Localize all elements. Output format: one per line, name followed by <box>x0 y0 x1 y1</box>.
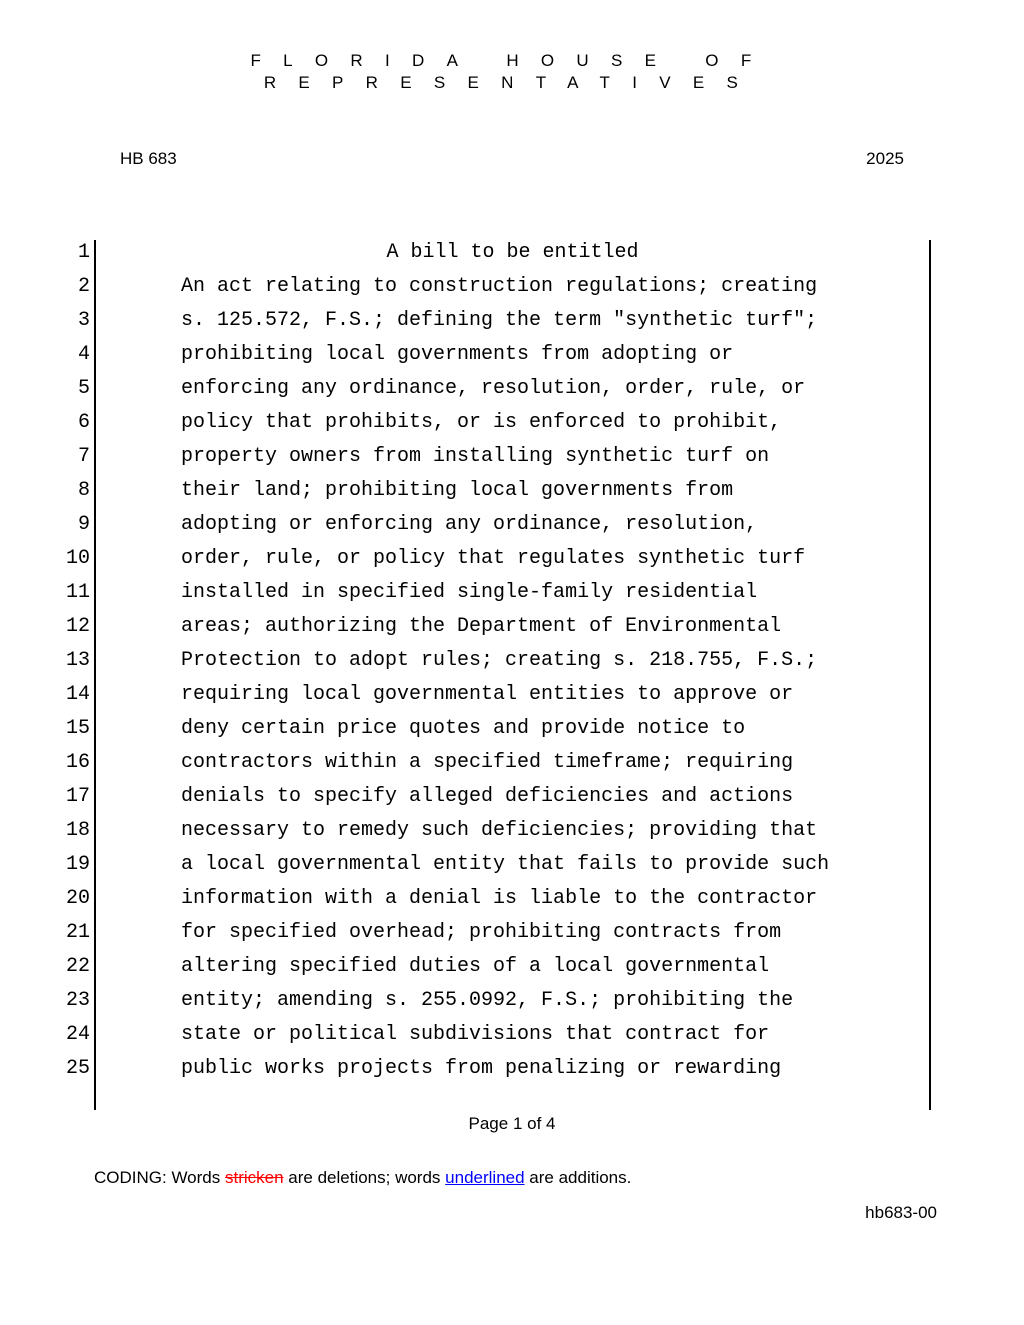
bill-line <box>0 513 1024 547</box>
line-text: entity; amending s. 255.0992, F.S.; prohibiting the <box>181 989 794 1012</box>
line-number: 22 <box>65 955 90 978</box>
line-number: 21 <box>65 921 90 944</box>
line-number: 16 <box>65 751 90 774</box>
line-text: areas; authorizing the Department of Environmental <box>181 615 782 638</box>
line-number: 23 <box>65 989 90 1012</box>
bill-line <box>0 887 1024 921</box>
bill-line <box>0 377 1024 411</box>
line-number: 25 <box>65 1057 90 1080</box>
line-number: 6 <box>77 411 90 434</box>
line-number: 20 <box>65 887 90 910</box>
line-text: property owners from installing synthetic turf on <box>181 445 770 468</box>
line-text: An act relating to construction regulations; creating <box>181 275 818 298</box>
line-text: for specified overhead; prohibiting contracts from <box>181 921 782 944</box>
bill-line <box>0 717 1024 751</box>
line-number: 8 <box>77 479 90 502</box>
page-number: Page 1 of 4 <box>468 1114 556 1133</box>
line-text: necessary to remedy such deficiencies; providing that <box>181 819 818 842</box>
bill-line <box>0 819 1024 853</box>
bill-line <box>0 411 1024 445</box>
line-number: 9 <box>77 513 90 536</box>
bill-line <box>0 853 1024 887</box>
bill-line <box>0 1023 1024 1057</box>
coding-suffix: are additions. <box>524 1168 632 1187</box>
bill-line <box>0 445 1024 479</box>
line-text: Protection to adopt rules; creating s. 218.755, F.S.; <box>181 649 818 672</box>
line-number: 11 <box>65 581 90 604</box>
line-text: altering specified duties of a local governmental <box>181 955 770 978</box>
line-number: 17 <box>65 785 90 808</box>
line-number: 2 <box>77 275 90 298</box>
chamber-title: FLORIDA HOUSE OF REPRESENTATIVES <box>250 51 774 92</box>
document-code: hb683-00 <box>865 1203 937 1222</box>
bill-number: HB 683 <box>120 149 177 168</box>
bill-line <box>0 1057 1024 1091</box>
line-number: 7 <box>77 445 90 468</box>
line-number: 10 <box>65 547 90 570</box>
line-text: a local governmental entity that fails to provide such <box>181 853 830 876</box>
line-text: contractors within a specified timeframe; requiring <box>181 751 794 774</box>
coding-prefix: CODING: Words <box>94 1168 225 1187</box>
line-text: s. 125.572, F.S.; defining the term "synthetic turf"; <box>181 309 818 332</box>
line-text: installed in specified single-family residential <box>181 581 758 604</box>
bill-line <box>0 751 1024 785</box>
line-number: 24 <box>65 1023 90 1046</box>
bill-line <box>0 309 1024 343</box>
bill-line <box>0 615 1024 649</box>
bill-text-body <box>0 241 1024 1091</box>
line-text: denials to specify alleged deficiencies and actions <box>181 785 794 808</box>
bill-line <box>0 547 1024 581</box>
coding-stricken-example: stricken <box>224 1168 284 1187</box>
line-text: their land; prohibiting local governments from <box>181 479 734 502</box>
line-number: 4 <box>77 343 90 366</box>
line-number: 15 <box>65 717 90 740</box>
line-text: information with a denial is liable to the contractor <box>181 887 818 910</box>
bill-line <box>0 479 1024 513</box>
line-text: prohibiting local governments from adopting or <box>181 343 734 366</box>
line-text: deny certain price quotes and provide notice to <box>181 717 746 740</box>
line-text: policy that prohibits, or is enforced to prohibit, <box>181 411 782 434</box>
bill-line <box>0 343 1024 377</box>
bill-year: 2025 <box>866 149 904 168</box>
line-number: 18 <box>65 819 90 842</box>
line-number: 1 <box>77 241 90 264</box>
line-number: 14 <box>65 683 90 706</box>
bill-line <box>0 955 1024 989</box>
bill-line <box>0 649 1024 683</box>
coding-underlined-example: underlined <box>445 1168 525 1187</box>
bill-line <box>0 989 1024 1023</box>
coding-middle: are deletions; words <box>283 1168 446 1187</box>
line-number: 3 <box>77 309 90 332</box>
bill-line <box>0 275 1024 309</box>
line-number: 5 <box>77 377 90 400</box>
line-text: order, rule, or policy that regulates synthetic turf <box>181 547 806 570</box>
line-number: 13 <box>65 649 90 672</box>
bill-line <box>0 581 1024 615</box>
line-number: 12 <box>65 615 90 638</box>
line-text: state or political subdivisions that contract for <box>181 1023 770 1046</box>
bill-line <box>0 785 1024 819</box>
line-number: 19 <box>65 853 90 876</box>
line-text: requiring local governmental entities to approve or <box>181 683 794 706</box>
bill-line <box>0 683 1024 717</box>
bill-heading: A bill to be entitled <box>386 241 639 264</box>
bill-line <box>0 241 1024 275</box>
line-text: public works projects from penalizing or rewarding <box>181 1057 782 1080</box>
coding-legend <box>94 1167 631 1189</box>
line-text: adopting or enforcing any ordinance, resolution, <box>181 513 758 536</box>
bill-line <box>0 921 1024 955</box>
line-text: enforcing any ordinance, resolution, order, rule, or <box>181 377 806 400</box>
